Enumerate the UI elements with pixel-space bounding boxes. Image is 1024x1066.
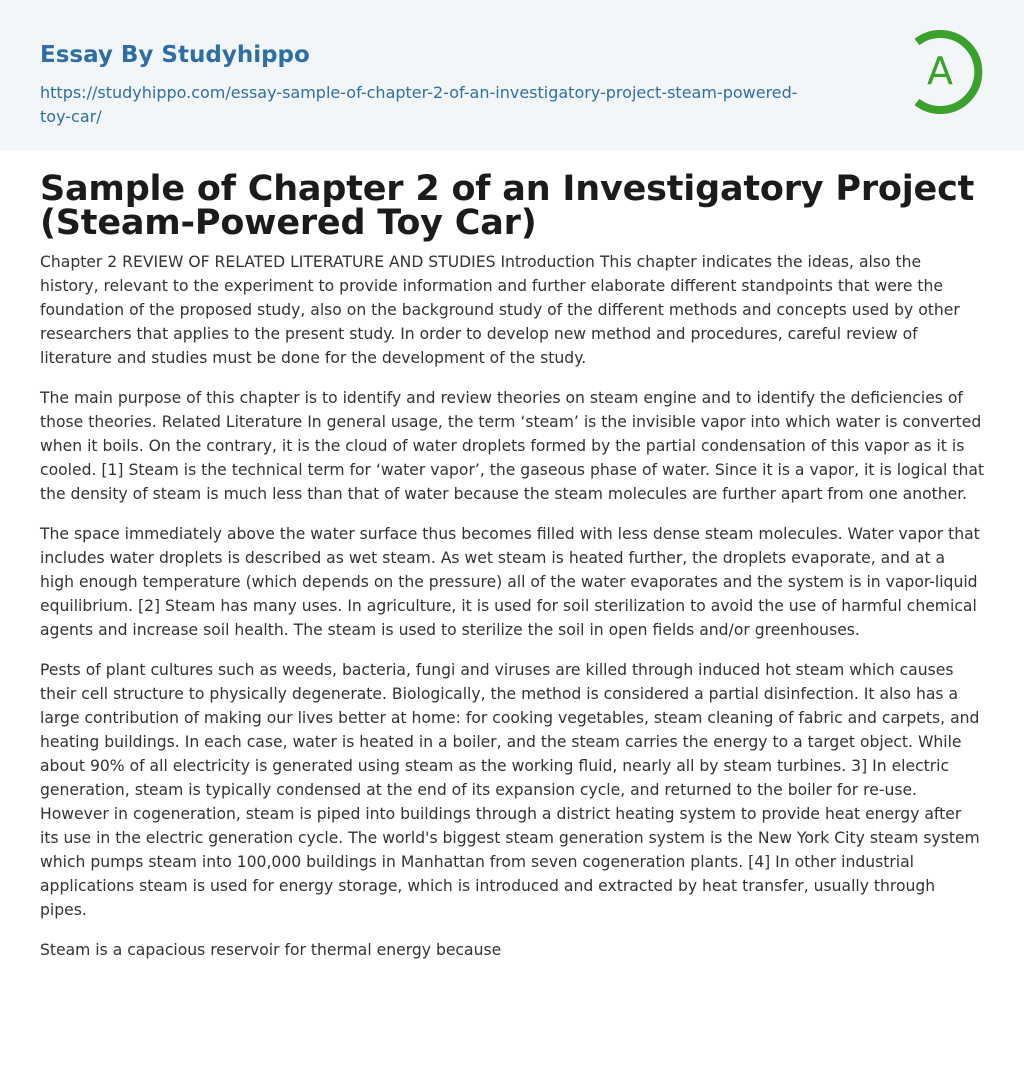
article-title: Sample of Chapter 2 of an Investigatory Project (Steam-Powered Toy Car) [40,169,975,243]
source-url-link[interactable]: https://studyhippo.com/essay-sample-of-chapter-2-of-an-investigatory-project-steam-powered-toy-car/ [40,83,798,126]
article [0,169,1024,962]
article-paragraph: Pests of plant cultures such as weeds, bacteria, fungi and viruses are killed through induced hot steam which causes their cell structure to physically degenerate. Biologically, the method is considered a partial disinfection. It also has a large contribution of making our lives better at home: for cooking vegetables, steam cleaning of fabric and carpets, and heating buildings. In each case, water is heated in a boiler, and the steam carries the energy to a target object. While about 90% of all electricity is generated using steam as the working fluid, nearly all by steam turbines. 3] In electric generation, steam is typically condensed at the end of its expansion cycle, and returned to the boiler for re-use. However in cogeneration, steam is piped into buildings through a district heating system to provide heat energy after its use in the electric generation cycle. The world's biggest steam generation system is the New York City steam system which pumps steam into 100,000 buildings in Manhattan from seven cogeneration plants. [4] In other industrial applications steam is used for energy storage, which is introduced and extracted by heat transfer, usually through pipes. [40,661,980,919]
site-header [0,0,1024,150]
logo-letter: A [927,49,953,93]
article-paragraph: The space immediately above the water surface thus becomes filled with less dense steam molecules. Water vapor that includes water droplets is described as wet steam. As wet steam is heated further, the droplets evaporate, and at a high enough temperature (which depends on the pressure) all of the water evaporates and the system is in vapor-liquid equilibrium. [2] Steam has many uses. In agriculture, it is used for soil sterilization to avoid the use of harmful chemical agents and increase soil health. The steam is used to sterilize the soil in open fields and/or greenhouses. [40,525,980,639]
article-paragraph: Steam is a capacious reservoir for thermal energy because [40,941,502,959]
article-paragraph: The main purpose of this chapter is to identify and review theories on steam engine and to identify the deficiencies of those theories. Related Literature In general usage, the term ‘steam’ is the invisible vapor into which water is converted when it boils. On the contrary, it is the cloud of water droplets formed by the partial condensation of this vapor as it is cooled. [1] Steam is the technical term for ‘water vapor’, the gaseous phase of water. Since it is a vapor, it is logical that the density of steam is much less than that of water because the steam molecules are further apart from one another. [40,389,984,503]
site-brand[interactable]: Essay By Studyhippo [40,42,310,68]
article-paragraph: Chapter 2 REVIEW OF RELATED LITERATURE AND STUDIES Introduction This chapter indicates the ideas, also the history, relevant to the experiment to provide information and further elaborate different standpoints that were the foundation of the proposed study, also on the background study of the different methods and concepts used by other researchers that applies to the present study. In order to develop new method and procedures, careful review of literature and studies must be done for the development of the study. [40,253,960,367]
studyhippo-logo-icon[interactable] [905,28,989,116]
